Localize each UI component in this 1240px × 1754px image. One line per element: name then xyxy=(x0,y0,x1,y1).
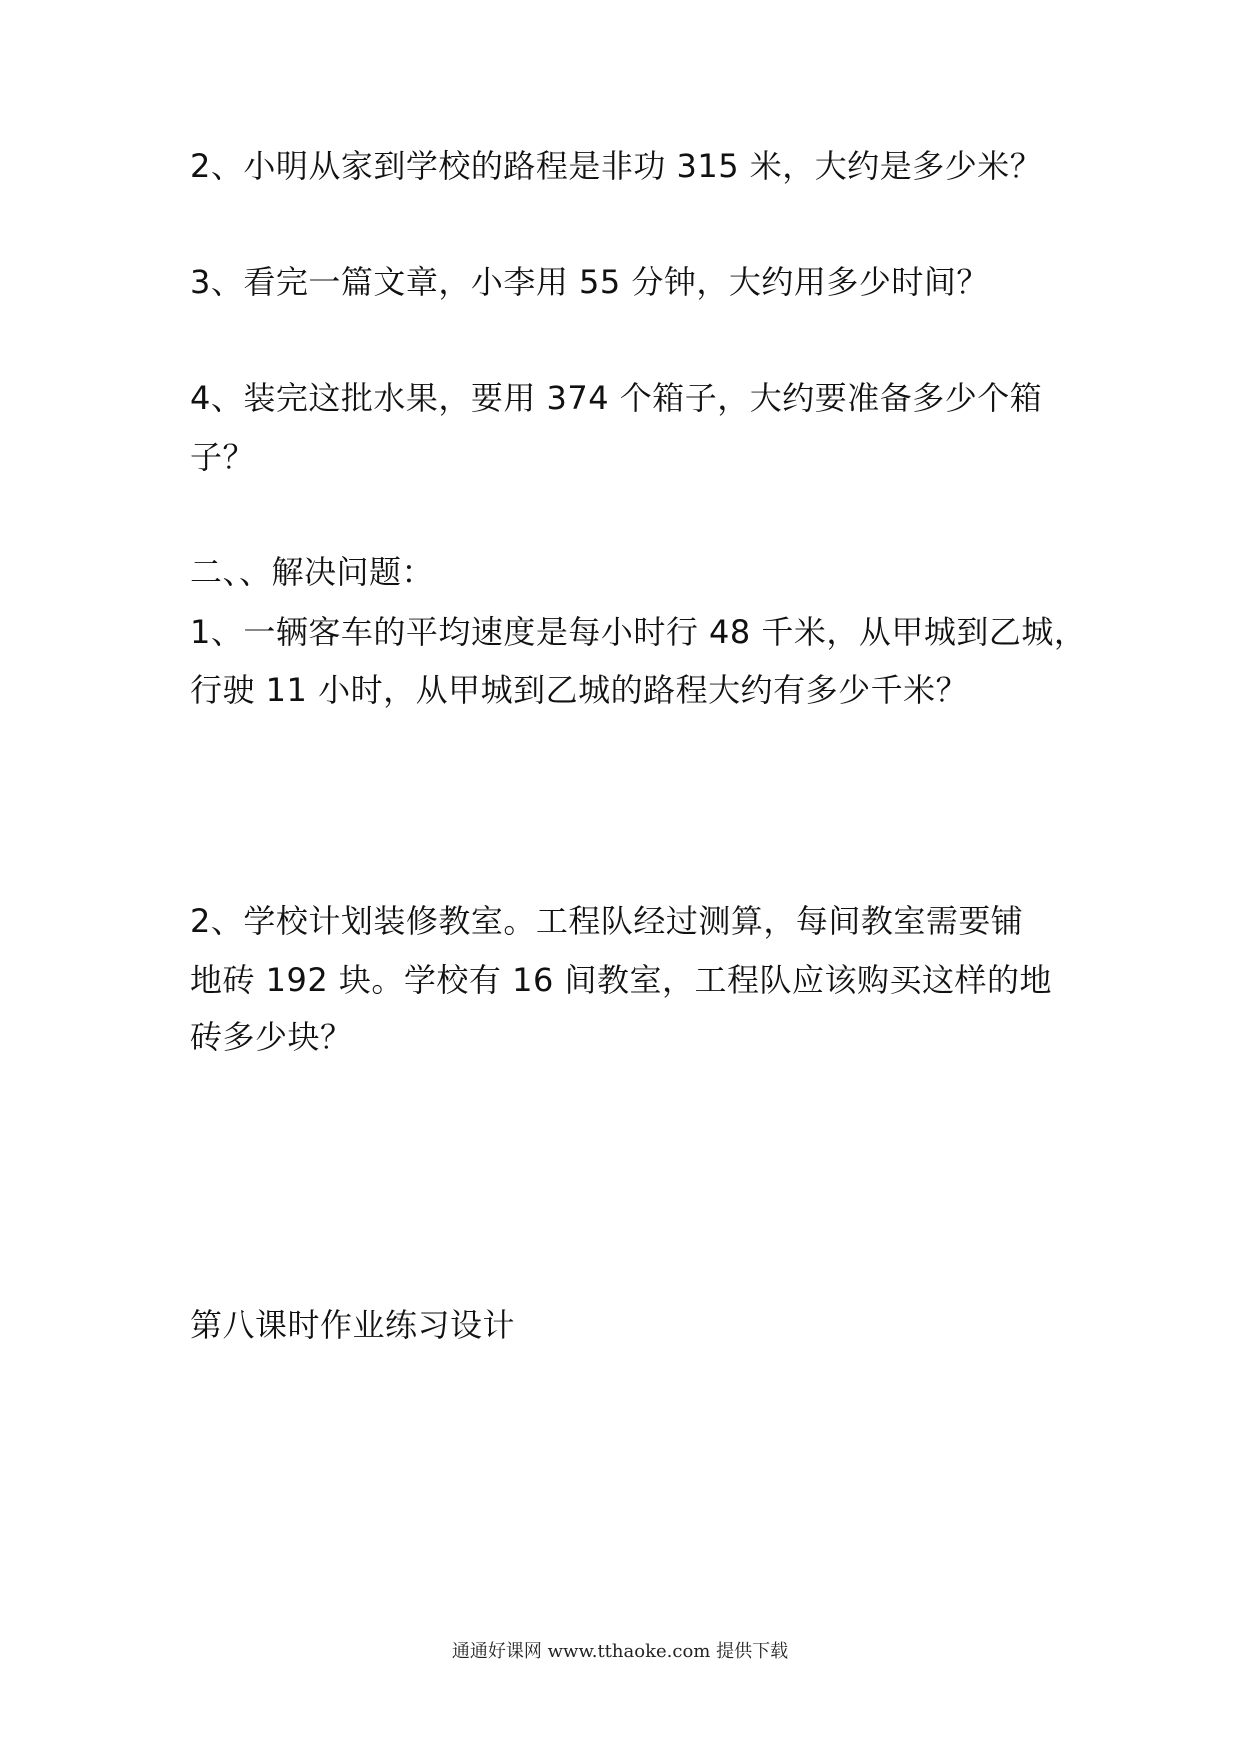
question-4-line-2: 子？ xyxy=(190,438,256,476)
problem-2-line-3: 砖多少块？ xyxy=(190,1018,353,1056)
problem-1-line-2: 行驶 11 小时，从甲城到乙城的路程大约有多少千米？ xyxy=(190,671,969,709)
problem-1-line-1: 1、一辆客车的平均速度是每小时行 48 千米，从甲城到乙城， xyxy=(190,613,1087,651)
page-footer: 通通好课网 www.tthaoke.com 提供下载 xyxy=(451,1641,789,1662)
question-4-line-1: 4、装完这批水果，要用 374 个箱子，大约要准备多少个箱 xyxy=(190,379,1043,417)
next-lesson-title: 第八课时作业练习设计 xyxy=(190,1306,516,1344)
problem-2-line-2: 地砖 192 块。学校有 16 间教室，工程队应该购买这样的地 xyxy=(190,961,1052,999)
question-2: 2、小明从家到学校的路程是非功 315 米，大约是多少米？ xyxy=(190,147,1043,185)
section-two-heading: 二、、解决问题： xyxy=(190,553,435,591)
problem-2-line-1: 2、学校计划装修教室。工程队经过测算，每间教室需要铺 xyxy=(190,902,1024,940)
question-3: 3、看完一篇文章，小李用 55 分钟，大约用多少时间？ xyxy=(190,263,989,301)
